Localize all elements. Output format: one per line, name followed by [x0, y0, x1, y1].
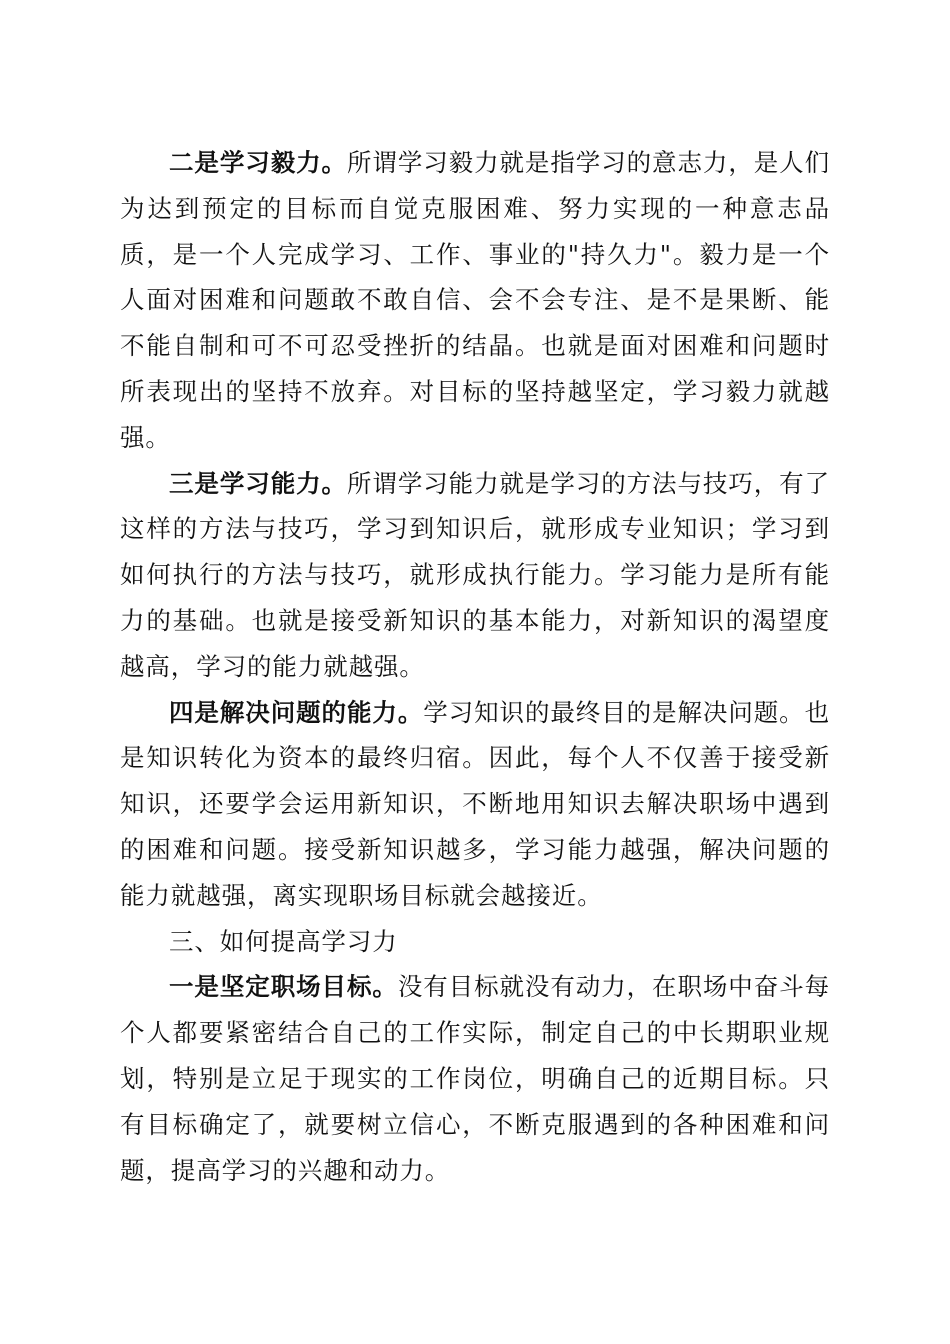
paragraph-text: 所谓学习能力就是学习的方法与技巧，有了这样的方法与技巧，学习到知识后，就形成专业知识；学习到如何执行的方法与技巧，就形成执行能力。学习能力是所有能力的基础。也就是接受新知识的基本能力，对新知识的渴望度越高，学习的能力就越强。 — [120, 468, 830, 681]
paragraph-lead: 三是学习能力。 — [169, 468, 347, 498]
paragraph-career-goal — [120, 964, 830, 1193]
paragraph-text: 学习知识的最终目的是解决问题。也是知识转化为资本的最终归宿。因此，每个人不仅善于接受新知识，还要学会运用新知识，不断地用知识去解决职场中遇到的困难和问题。接受新知识越多，学习能力越强，解决问题的能力就越强，离实现职场目标就会越接近。 — [120, 697, 831, 910]
paragraph-learning-ability — [120, 461, 830, 690]
paragraph-learning-perseverance — [120, 140, 830, 461]
paragraph-text: 没有目标就没有动力，在职场中奋斗每个人都要紧密结合自己的工作实际，制定自己的中长期职业规划，特别是立足于现实的工作岗位，明确自己的近期目标。只有目标确定了，就要树立信心，不断克服遇到的各种困难和问题，提高学习的兴趣和动力。 — [120, 972, 830, 1185]
section-heading: 三、如何提高学习力 — [169, 926, 398, 956]
paragraph-lead: 一是坚定职场目标。 — [169, 972, 398, 1002]
paragraph-lead: 二是学习毅力。 — [169, 148, 347, 177]
paragraph-text: 所谓学习毅力就是指学习的意志力，是人们为达到预定的目标而自觉克服困难、努力实现的一种意志品质，是一个人完成学习、工作、事业的"持久力"。毅力是一个人面对困难和问题敢不敢自信、会不会专注、是不是果断、能不能自制和可不可忍受挫折的结晶。也就是面对困难和问题时所表现出的坚持不放弃。对目标的坚持越坚定，学习毅力就越强。 — [120, 148, 830, 452]
paragraph-problem-solving — [120, 690, 830, 919]
paragraph-lead: 四是解决问题的能力。 — [169, 697, 424, 727]
document-body — [120, 140, 830, 1193]
